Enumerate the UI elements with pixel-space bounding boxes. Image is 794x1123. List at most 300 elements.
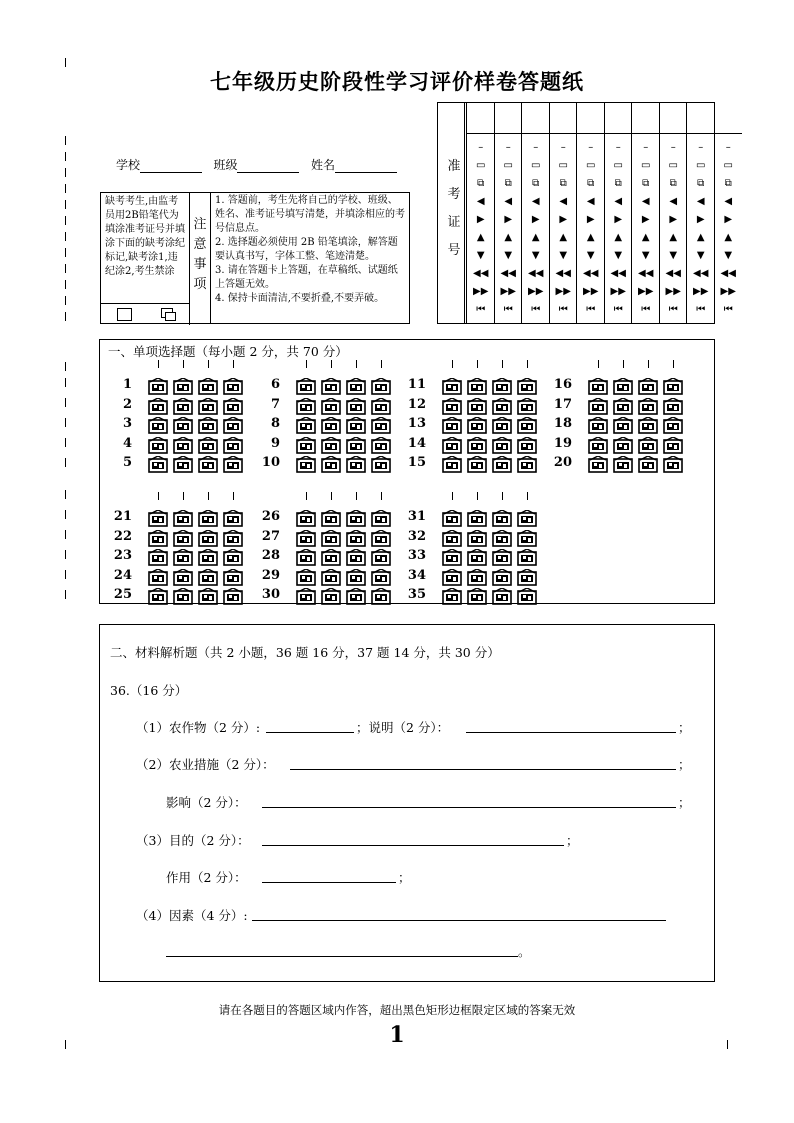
exam-id-bubble[interactable]: ▲ [641, 232, 650, 243]
option-column-tick [381, 360, 382, 368]
answer-option-bubble[interactable] [346, 510, 366, 527]
answer-option-bubble[interactable] [371, 588, 391, 605]
exam-id-bubble[interactable]: ◀◀ [720, 268, 736, 279]
exam-id-bubble[interactable]: ◀◀ [693, 268, 709, 279]
exam-id-bubble[interactable]: – [560, 142, 566, 153]
answer-option-bubble[interactable] [296, 569, 316, 586]
exam-id-bubble[interactable]: ◀ [724, 196, 733, 207]
exam-id-column [466, 103, 495, 323]
answer-option-bubble[interactable] [321, 437, 341, 454]
absence-mark-box[interactable] [117, 308, 132, 321]
answer-option-bubble[interactable] [613, 437, 633, 454]
exam-id-bubble[interactable]: ◀ [476, 196, 485, 207]
exam-id-column [576, 103, 605, 323]
answer-option-bubble[interactable] [223, 437, 243, 454]
answer-option-bubble[interactable] [346, 530, 366, 547]
answer-option-bubble[interactable] [492, 417, 512, 434]
exam-id-bubble[interactable]: ▭ [696, 160, 706, 171]
exam-id-bubble[interactable]: ▶ [586, 214, 595, 225]
answer-option-bubble[interactable] [148, 530, 168, 547]
answer-option-bubble[interactable] [442, 398, 462, 415]
answer-option-bubble[interactable] [148, 510, 168, 527]
answer-option-bubble[interactable] [588, 456, 608, 473]
exam-id-bubble[interactable]: ▼ [504, 250, 513, 261]
answer-option-bubble[interactable] [663, 378, 683, 395]
exam-id-bubble[interactable]: ▲ [504, 232, 513, 243]
exam-id-bubble[interactable]: ◀◀ [610, 268, 626, 279]
exam-id-bubble[interactable]: ▭ [476, 160, 486, 171]
exam-id-bubble[interactable]: ▶▶ [720, 286, 736, 297]
exam-id-bubble[interactable]: – [725, 142, 731, 153]
exam-id-bubble[interactable]: ▼ [559, 250, 568, 261]
name-label: 姓名 [310, 158, 335, 172]
answer-option-bubble[interactable] [173, 378, 193, 395]
exam-id-bubble[interactable]: ▼ [531, 250, 540, 261]
exam-id-bubble[interactable]: ⏮ [531, 304, 541, 315]
exam-id-bubble[interactable]: ⏮ [476, 304, 486, 315]
exam-id-bubble[interactable]: ◀◀ [500, 268, 516, 279]
answer-option-bubble[interactable] [517, 569, 537, 586]
exam-id-bubble[interactable]: ▶▶ [500, 286, 516, 297]
answer-option-bubble[interactable] [442, 417, 462, 434]
answer-option-bubble[interactable] [517, 549, 537, 566]
answer-option-bubble[interactable] [223, 378, 243, 395]
answer-option-bubble[interactable] [148, 549, 168, 566]
answer-option-bubble[interactable] [492, 378, 512, 395]
answer-option-bubble[interactable] [492, 437, 512, 454]
exam-id-bubble[interactable]: ▶ [504, 214, 513, 225]
exam-id-bubble[interactable]: ◀ [696, 196, 705, 207]
q36-4-factor-answer[interactable] [252, 920, 666, 921]
answer-option-bubble[interactable] [517, 510, 537, 527]
exam-id-bubble[interactable]: ▶ [641, 214, 650, 225]
exam-id-bubble[interactable]: ⧉ [477, 178, 485, 189]
answer-option-bubble[interactable] [492, 549, 512, 566]
exam-id-bubble[interactable]: ⏮ [503, 304, 513, 315]
question-number: 29 [261, 567, 280, 583]
answer-option-bubble[interactable] [296, 398, 316, 415]
exam-id-bubble[interactable]: ⧉ [559, 178, 567, 189]
answer-option-bubble[interactable] [638, 398, 658, 415]
exam-id-bubble[interactable]: ▲ [669, 232, 678, 243]
exam-id-bubble[interactable]: ▲ [476, 232, 485, 243]
question-number: 4 [122, 435, 132, 451]
answer-option-bubble[interactable] [638, 378, 658, 395]
exam-id-bubble[interactable]: – [698, 142, 704, 153]
answer-option-bubble[interactable] [492, 456, 512, 473]
answer-option-bubble[interactable] [198, 549, 218, 566]
answer-option-bubble[interactable] [467, 569, 487, 586]
answer-option-bubble[interactable] [346, 378, 366, 395]
answer-option-bubble[interactable] [296, 378, 316, 395]
option-column-tick [598, 360, 599, 368]
answer-option-bubble[interactable] [613, 398, 633, 415]
answer-option-bubble[interactable] [442, 588, 462, 605]
answer-option-bubble[interactable] [442, 549, 462, 566]
answer-option-bubble[interactable] [638, 456, 658, 473]
class-field[interactable] [237, 160, 299, 173]
exam-id-bubble[interactable]: ◀◀ [638, 268, 654, 279]
exam-id-bubble[interactable]: ⏮ [696, 304, 706, 315]
answer-option-bubble[interactable] [517, 398, 537, 415]
answer-option-bubble[interactable] [613, 417, 633, 434]
exam-id-bubble[interactable]: ▶ [559, 214, 568, 225]
exam-id-bubble[interactable]: ▼ [724, 250, 733, 261]
answer-option-bubble[interactable] [638, 437, 658, 454]
exam-id-bubble[interactable]: – [505, 142, 511, 153]
answer-option-bubble[interactable] [442, 530, 462, 547]
answer-option-bubble[interactable] [223, 530, 243, 547]
answer-option-bubble[interactable] [467, 530, 487, 547]
exam-id-bubble[interactable]: ▭ [613, 160, 623, 171]
exam-id-bubble[interactable]: ▼ [641, 250, 650, 261]
answer-option-bubble[interactable] [198, 437, 218, 454]
semicolon-1: ； [678, 720, 691, 735]
answer-option-bubble[interactable] [321, 549, 341, 566]
answer-option-bubble[interactable] [198, 398, 218, 415]
exam-id-bubble[interactable]: ⧉ [669, 178, 677, 189]
answer-option-bubble[interactable] [148, 456, 168, 473]
exam-id-bubble[interactable]: ▼ [476, 250, 485, 261]
q36-2-measure-answer[interactable] [290, 769, 676, 770]
exam-id-write-cell[interactable] [715, 133, 743, 134]
answer-option-bubble[interactable] [321, 417, 341, 434]
answer-option-bubble[interactable] [148, 437, 168, 454]
answer-option-bubble[interactable] [442, 510, 462, 527]
answer-option-bubble[interactable] [223, 588, 243, 605]
exam-id-bubble[interactable]: ▭ [503, 160, 513, 171]
answer-option-bubble[interactable] [296, 510, 316, 527]
exam-id-write-cell[interactable] [632, 133, 660, 134]
question-number: 27 [261, 528, 280, 544]
answer-option-bubble[interactable] [321, 398, 341, 415]
exam-id-bubble[interactable]: ▶▶ [528, 286, 544, 297]
answer-option-bubble[interactable] [371, 437, 391, 454]
option-column-tick [623, 360, 624, 368]
exam-id-bubble[interactable]: ⏮ [613, 304, 623, 315]
answer-option-bubble[interactable] [321, 510, 341, 527]
question-number: 12 [407, 396, 426, 412]
exam-id-bubble[interactable]: ▶ [696, 214, 705, 225]
option-column-tick [673, 360, 674, 368]
exam-id-bubble[interactable]: ▼ [696, 250, 705, 261]
exam-id-bubble[interactable]: ▶▶ [610, 286, 626, 297]
student-info [116, 156, 397, 173]
exam-id-bubble[interactable]: ▭ [558, 160, 568, 171]
answer-option-bubble[interactable] [321, 456, 341, 473]
exam-id-bubble[interactable]: ▭ [531, 160, 541, 171]
answer-option-bubble[interactable] [148, 417, 168, 434]
answer-option-bubble[interactable] [492, 530, 512, 547]
answer-option-bubble[interactable] [371, 510, 391, 527]
answer-option-bubble[interactable] [173, 549, 193, 566]
exam-id-bubble[interactable]: – [533, 142, 539, 153]
answer-option-bubble[interactable] [371, 569, 391, 586]
answer-option-bubble[interactable] [321, 378, 341, 395]
semicolon-2: ； [678, 757, 691, 772]
question-number: 15 [407, 455, 426, 470]
exam-id-bubble[interactable]: ▶ [614, 214, 623, 225]
exam-id-write-cell[interactable] [522, 133, 550, 134]
exam-id-write-cell[interactable] [577, 133, 605, 134]
exam-id-bubble[interactable]: ◀ [641, 196, 650, 207]
exam-id-bubble[interactable]: ◀ [669, 196, 678, 207]
answer-option-bubble[interactable] [173, 510, 193, 527]
exam-id-bubble[interactable]: ⏮ [668, 304, 678, 315]
answer-option-bubble[interactable] [467, 437, 487, 454]
answer-option-bubble[interactable] [321, 588, 341, 605]
question-number: 3 [122, 416, 132, 431]
answer-option-bubble[interactable] [296, 456, 316, 473]
exam-id-bubble[interactable]: ▶ [724, 214, 733, 225]
answer-option-bubble[interactable] [198, 588, 218, 605]
exam-id-bubble[interactable]: ▼ [669, 250, 678, 261]
answer-option-bubble[interactable] [296, 437, 316, 454]
exam-id-bubble[interactable]: ▶ [531, 214, 540, 225]
answer-option-bubble[interactable] [517, 530, 537, 547]
answer-option-bubble[interactable] [517, 417, 537, 434]
question-number: 35 [407, 587, 426, 602]
exam-id-bubble[interactable]: ⏮ [641, 304, 651, 315]
school-field[interactable] [140, 160, 202, 173]
answer-option-bubble[interactable] [467, 417, 487, 434]
exam-id-bubble[interactable]: ▲ [531, 232, 540, 243]
answer-option-bubble[interactable] [467, 456, 487, 473]
answer-option-bubble[interactable] [517, 378, 537, 395]
exam-id-bubble[interactable]: – [670, 142, 676, 153]
answer-option-bubble[interactable] [467, 378, 487, 395]
answer-option-bubble[interactable] [346, 398, 366, 415]
exam-id-bubble[interactable]: ▭ [641, 160, 651, 171]
answer-option-bubble[interactable] [173, 398, 193, 415]
exam-id-bubble[interactable]: ⧉ [697, 178, 705, 189]
exam-id-bubble[interactable]: ▭ [723, 160, 733, 171]
option-column-tick [158, 492, 159, 500]
exam-id-bubble[interactable]: ⧉ [614, 178, 622, 189]
answer-option-bubble[interactable] [467, 588, 487, 605]
answer-option-bubble[interactable] [613, 378, 633, 395]
exam-id-bubble[interactable]: ◀ [531, 196, 540, 207]
answer-option-bubble[interactable] [492, 569, 512, 586]
answer-option-bubble[interactable] [663, 437, 683, 454]
answer-option-bubble[interactable] [492, 588, 512, 605]
exam-id-column [604, 103, 633, 323]
q36-2-impact-answer[interactable] [262, 807, 676, 808]
q36-2-measure-label: （2）农业措施（2 分）： [136, 757, 275, 772]
answer-option-bubble[interactable] [346, 588, 366, 605]
answer-option-bubble[interactable] [173, 569, 193, 586]
answer-option-bubble[interactable] [198, 530, 218, 547]
answer-option-bubble[interactable] [467, 398, 487, 415]
class-label: 班级 [213, 158, 238, 172]
exam-id-bubble[interactable]: ⧉ [532, 178, 540, 189]
exam-id-write-cell[interactable] [467, 133, 495, 134]
answer-option-bubble[interactable] [198, 378, 218, 395]
question-number: 26 [261, 509, 280, 524]
answer-option-bubble[interactable] [588, 398, 608, 415]
q36-1-crop-answer[interactable] [266, 732, 354, 733]
exam-id-bubble[interactable]: ▲ [696, 232, 705, 243]
exam-id-column [631, 103, 660, 323]
exam-id-bubble[interactable]: – [643, 142, 649, 153]
exam-id-bubble[interactable]: ⏮ [586, 304, 596, 315]
exam-id-column [549, 103, 578, 323]
exam-id-write-cell[interactable] [495, 133, 523, 134]
answer-option-bubble[interactable] [321, 530, 341, 547]
exam-id-bubble[interactable]: ▼ [614, 250, 623, 261]
answer-option-bubble[interactable] [588, 378, 608, 395]
exam-id-bubble[interactable]: ▲ [586, 232, 595, 243]
exam-id-bubble[interactable]: ▶ [476, 214, 485, 225]
section1-title: 一、单项选择题（每小题 2 分，共 70 分） [108, 344, 348, 359]
answer-option-bubble[interactable] [346, 549, 366, 566]
exam-id-bubble[interactable]: ⧉ [724, 178, 732, 189]
exam-id-bubble[interactable]: – [478, 142, 484, 153]
answer-option-bubble[interactable] [223, 417, 243, 434]
exam-id-bubble[interactable]: ▶▶ [638, 286, 654, 297]
q36-3-effect-answer[interactable] [262, 882, 396, 883]
exam-id-bubble[interactable]: ▼ [586, 250, 595, 261]
answer-option-bubble[interactable] [173, 456, 193, 473]
exam-id-write-cell[interactable] [660, 133, 688, 134]
notice-item-1: 1. 答题前，考生先将自己的学校、班级、姓名、准考证号填写清楚，并填涂相应的考号信息点。 [215, 195, 405, 234]
answer-option-bubble[interactable] [663, 456, 683, 473]
answer-option-bubble[interactable] [442, 378, 462, 395]
answer-option-bubble[interactable] [517, 437, 537, 454]
answer-option-bubble[interactable] [517, 588, 537, 605]
notice-item-3: 3. 请在答题卡上答题，在草稿纸、试题纸上答题无效。 [215, 265, 398, 290]
answer-option-bubble[interactable] [296, 588, 316, 605]
answer-option-bubble[interactable] [371, 530, 391, 547]
answer-option-bubble[interactable] [492, 510, 512, 527]
answer-option-bubble[interactable] [442, 437, 462, 454]
answer-option-bubble[interactable] [442, 456, 462, 473]
exam-id-write-cell[interactable] [605, 133, 633, 134]
answer-option-bubble[interactable] [492, 398, 512, 415]
answer-option-bubble[interactable] [198, 417, 218, 434]
answer-option-bubble[interactable] [173, 437, 193, 454]
answer-option-bubble[interactable] [588, 417, 608, 434]
exam-id-bubble[interactable]: ◀◀ [555, 268, 571, 279]
answer-option-bubble[interactable] [663, 417, 683, 434]
answer-option-bubble[interactable] [663, 398, 683, 415]
answer-option-bubble[interactable] [467, 510, 487, 527]
option-column-tick [158, 360, 159, 368]
answer-option-bubble[interactable] [296, 530, 316, 547]
exam-id-bubble[interactable]: ▲ [724, 232, 733, 243]
exam-id-bubble[interactable]: ▶ [669, 214, 678, 225]
exam-id-bubble[interactable]: ▲ [614, 232, 623, 243]
question-number: 20 [553, 455, 572, 470]
exam-id-bubble[interactable]: – [588, 142, 594, 153]
exam-id-bubble[interactable]: ▶▶ [555, 286, 571, 297]
answer-option-bubble[interactable] [173, 530, 193, 547]
answer-option-bubble[interactable] [588, 437, 608, 454]
answer-option-bubble[interactable] [173, 417, 193, 434]
exam-id-bubble[interactable]: ⏮ [723, 304, 733, 315]
q36-3-purpose-answer[interactable] [262, 845, 564, 846]
exam-id-bubble[interactable]: ▶▶ [693, 286, 709, 297]
answer-option-bubble[interactable] [371, 549, 391, 566]
answer-option-bubble[interactable] [223, 569, 243, 586]
answer-option-bubble[interactable] [296, 549, 316, 566]
answer-option-bubble[interactable] [223, 510, 243, 527]
q36-4-factor-answer-2[interactable] [166, 956, 518, 957]
exam-id-bubble[interactable]: ⧉ [642, 178, 650, 189]
exam-id-bubble[interactable]: ◀◀ [665, 268, 681, 279]
exam-id-bubble[interactable]: ◀ [614, 196, 623, 207]
exam-id-bubble[interactable]: ⧉ [504, 178, 512, 189]
exam-id-bubble[interactable]: ◀ [504, 196, 513, 207]
answer-option-bubble[interactable] [371, 417, 391, 434]
answer-option-bubble[interactable] [346, 456, 366, 473]
exam-id-bubble[interactable]: ◀◀ [528, 268, 544, 279]
answer-option-bubble[interactable] [173, 588, 193, 605]
answer-option-bubble[interactable] [346, 437, 366, 454]
exam-id-bubble[interactable]: ▭ [668, 160, 678, 171]
answer-option-bubble[interactable] [371, 456, 391, 473]
exam-id-bubble[interactable]: ▶▶ [665, 286, 681, 297]
answer-option-bubble[interactable] [346, 569, 366, 586]
answer-option-bubble[interactable] [198, 569, 218, 586]
exam-id-bubble[interactable]: – [615, 142, 621, 153]
answer-option-bubble[interactable] [371, 398, 391, 415]
answer-option-bubble[interactable] [442, 569, 462, 586]
question-number: 31 [407, 509, 426, 524]
answer-option-bubble[interactable] [613, 456, 633, 473]
exam-id-bubble[interactable]: ◀ [559, 196, 568, 207]
answer-option-bubble[interactable] [223, 549, 243, 566]
question-number: 13 [407, 416, 426, 431]
answer-option-bubble[interactable] [198, 510, 218, 527]
question-number: 34 [407, 567, 426, 583]
option-column-tick [452, 492, 453, 500]
exam-id-bubble[interactable]: ◀◀ [473, 268, 489, 279]
answer-option-bubble[interactable] [148, 378, 168, 395]
answer-option-bubble[interactable] [223, 456, 243, 473]
exam-id-bubble[interactable]: ◀◀ [583, 268, 599, 279]
exam-id-bubble[interactable]: ▭ [586, 160, 596, 171]
answer-option-bubble[interactable] [198, 456, 218, 473]
answer-option-bubble[interactable] [148, 569, 168, 586]
exam-id-box [437, 102, 736, 324]
answer-option-bubble[interactable] [223, 398, 243, 415]
exam-id-write-cell[interactable] [550, 133, 578, 134]
answer-option-bubble[interactable] [371, 378, 391, 395]
exam-id-bubble[interactable]: ◀ [586, 196, 595, 207]
answer-option-bubble[interactable] [346, 417, 366, 434]
answer-option-bubble[interactable] [467, 549, 487, 566]
answer-option-bubble[interactable] [638, 417, 658, 434]
answer-option-bubble[interactable] [148, 588, 168, 605]
exam-id-bubble[interactable]: ▶▶ [473, 286, 489, 297]
answer-option-bubble[interactable] [296, 417, 316, 434]
exam-id-bubble[interactable]: ▲ [559, 232, 568, 243]
q36-1-crop-label: （1）农作物（2 分）: [136, 720, 261, 735]
q36-1-explain-answer[interactable] [466, 732, 676, 733]
exam-id-bubble[interactable]: ⏮ [558, 304, 568, 315]
answer-option-bubble[interactable] [321, 569, 341, 586]
answer-option-bubble[interactable] [517, 456, 537, 473]
name-field[interactable] [335, 160, 397, 173]
question-number: 17 [553, 396, 572, 412]
exam-id-bubble[interactable]: ▶▶ [583, 286, 599, 297]
exam-id-bubble[interactable]: ⧉ [587, 178, 595, 189]
q36-4-factor-label: （4）因素（4 分）: [136, 908, 248, 923]
exam-id-write-cell[interactable] [687, 133, 715, 134]
option-column-tick [502, 360, 503, 368]
answer-option-bubble[interactable] [148, 398, 168, 415]
